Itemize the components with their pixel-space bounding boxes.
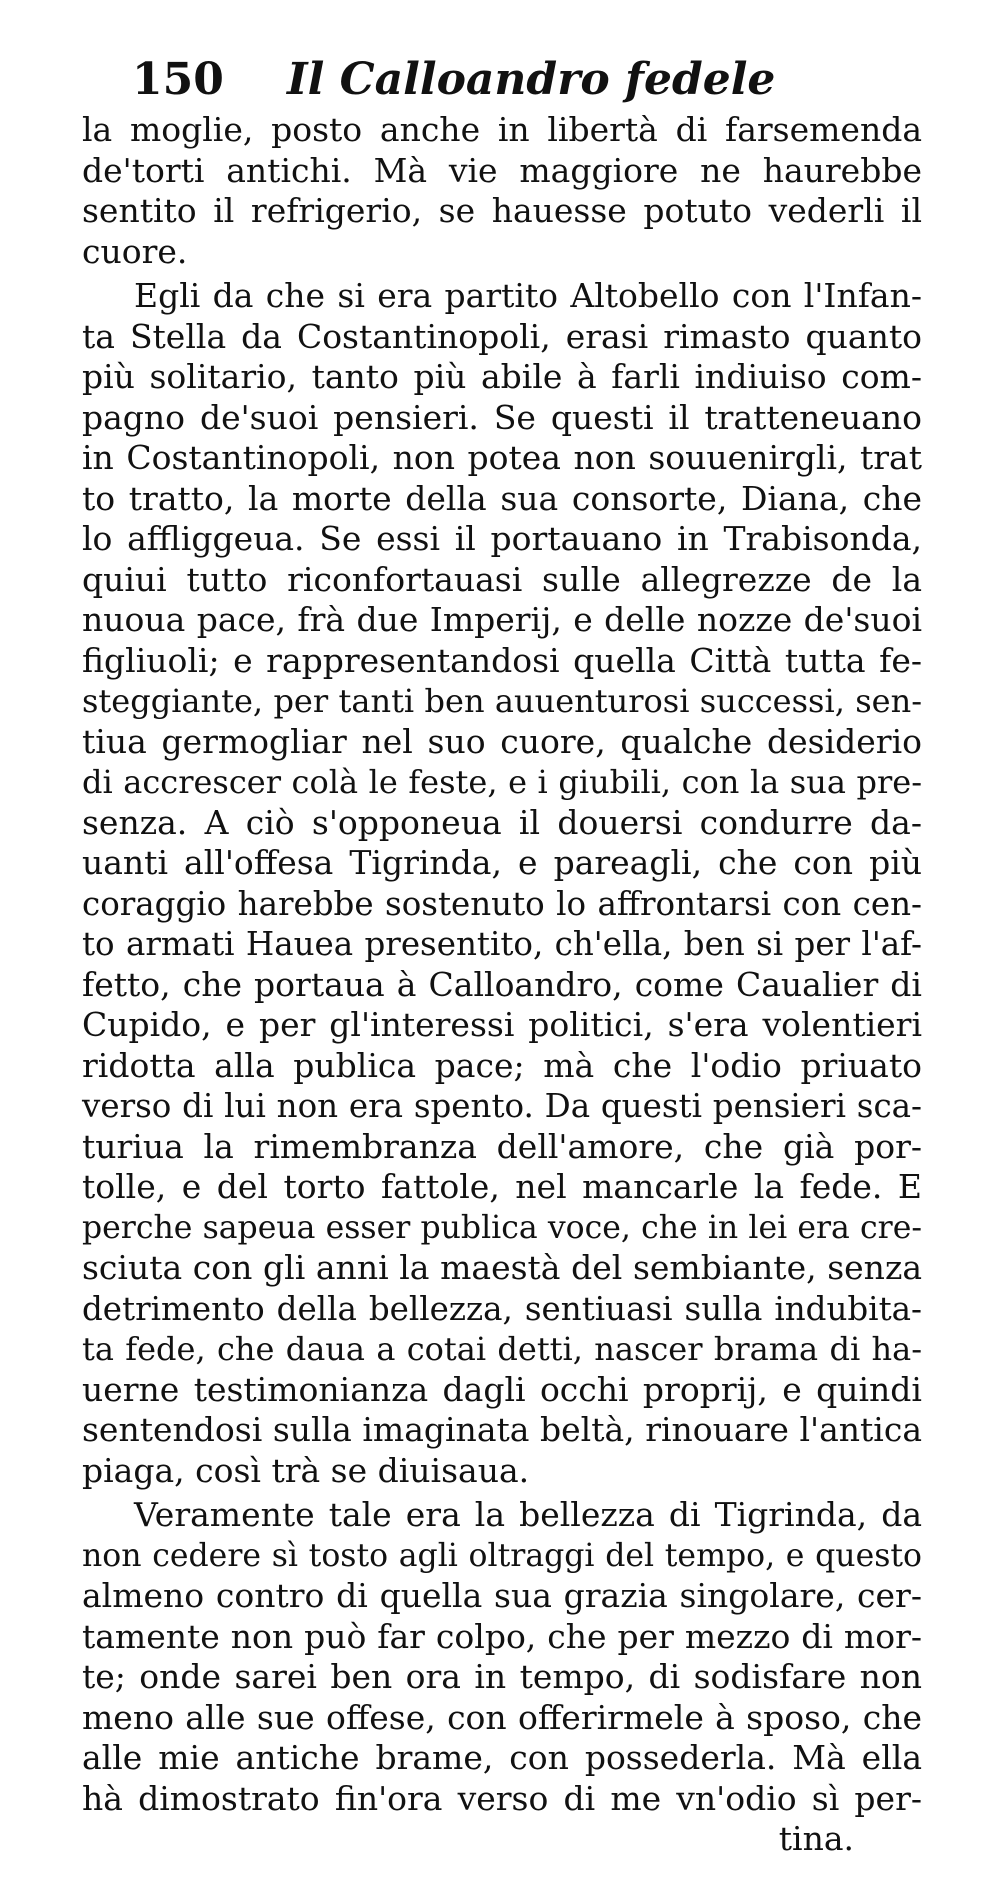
text-line: Egli da che si era partito Altobello con l'Infan- xyxy=(134,276,922,315)
text-line: più solitario, tanto più abile à farli indiuiso com- xyxy=(82,357,922,396)
text-line: hà dimostrato fin'ora verso di me vn'odio sì per- xyxy=(82,1778,922,1818)
text-line: di accrescer colà le feste, e i giubili, con la sua pre- xyxy=(82,763,922,801)
text-line: meno alle sue offese, con offerirmele à sposo, che xyxy=(82,1697,922,1737)
text-line: ta Stella da Costantinopoli, erasi rimasto quanto xyxy=(82,316,922,356)
text-line: in Costantinopoli, non potea non souuenirgli, trat xyxy=(82,438,922,477)
text-line: sciuta con gli anni la maestà del sembiante, senza xyxy=(82,1248,922,1287)
text-line: tamente non può far colpo, che per mezzo di mor- xyxy=(82,1616,922,1656)
text-line: uanti all'offesa Tigrinda, e pareagli, che con più xyxy=(82,843,922,882)
text-line: Cupido, e per gl'interessi politici, s'era volentieri xyxy=(82,1005,922,1044)
text-line: senza. A ciò s'opponeua il douersi condurre da- xyxy=(82,802,922,842)
text-line: perche sapeua esser publica voce, che in lei era cre- xyxy=(82,1209,922,1246)
text-line: detrimento della bellezza, sentiuasi sulla indubita- xyxy=(82,1289,922,1328)
text-line: to tratto, la morte della sua consorte, Diana, che xyxy=(82,478,922,518)
text-line: nuoua pace, frà due Imperij, e delle nozze de'suoi xyxy=(82,600,922,639)
text-line: steggiante, per tanti ben auuenturosi successi, sen- xyxy=(82,682,922,720)
text-line: Veramente tale era la bellezza di Tigrinda, da xyxy=(134,1495,922,1534)
text-line: pagno de'suoi pensieri. Se questi il tratteneuano xyxy=(82,397,922,437)
text-line: figliuoli; e rappresentandosi quella Città tutta fe- xyxy=(82,640,922,680)
book-title: Il Calloandro fedele xyxy=(287,54,776,105)
text-line: almeno contro di quella sua grazia singolare, cer- xyxy=(82,1576,922,1615)
text-line: fetto, che portaua à Calloandro, come Caualier di xyxy=(82,964,922,1004)
text-line: sentendosi sulla imaginata beltà, rinouare l'antica xyxy=(82,1410,922,1449)
text-line: quiui tutto riconfortauasi sulle allegrezze de la xyxy=(82,559,922,599)
text-line: non cedere sì tosto agli oltraggi del tempo, e questo xyxy=(82,1537,922,1574)
text-line: tolle, e del torto fattole, nel mancarle la fede. E xyxy=(82,1167,922,1206)
text-line: alle mie antiche brame, con possederla. Mà ella xyxy=(82,1738,922,1777)
text-line: te; onde sarei ben ora in tempo, di sodisfare non xyxy=(82,1657,922,1696)
text-line: tiua germogliar nel suo cuore, qualche desiderio xyxy=(82,721,922,761)
text-line: la moglie, posto anche in libertà di farsemenda xyxy=(82,110,922,149)
text-body xyxy=(82,110,922,1860)
catchword: tina. xyxy=(778,1819,854,1858)
text-line: cuore. xyxy=(82,231,188,271)
text-line: lo affliggeua. Se essi il portauano in Trabisonda, xyxy=(82,519,922,558)
text-line: de'torti antichi. Mà vie maggiore ne haurebbe xyxy=(82,150,922,190)
text-line: sentito il refrigerio, se hauesse potuto vederli il xyxy=(82,191,922,230)
text-line: ta fede, che daua a cotai detti, nascer brama di ha- xyxy=(82,1330,922,1368)
text-line: uerne testimonianza dagli occhi proprij, e quindi xyxy=(82,1369,922,1409)
text-line: turiua la rimembranza dell'amore, che già por- xyxy=(82,1126,922,1166)
text-line: to armati Hauea presentito, ch'ella, ben si per l'af- xyxy=(82,925,922,963)
text-line: ridotta alla publica pace; mà che l'odio priuato xyxy=(82,1045,922,1085)
running-head xyxy=(132,50,892,110)
page-number: 150 xyxy=(132,54,224,105)
text-line: piaga, così trà se diuisaua. xyxy=(82,1450,530,1490)
text-line: verso di lui non era spento. Da questi pensieri sca- xyxy=(82,1087,922,1125)
text-line: coraggio harebbe sostenuto lo affrontarsi con cen- xyxy=(82,884,922,923)
